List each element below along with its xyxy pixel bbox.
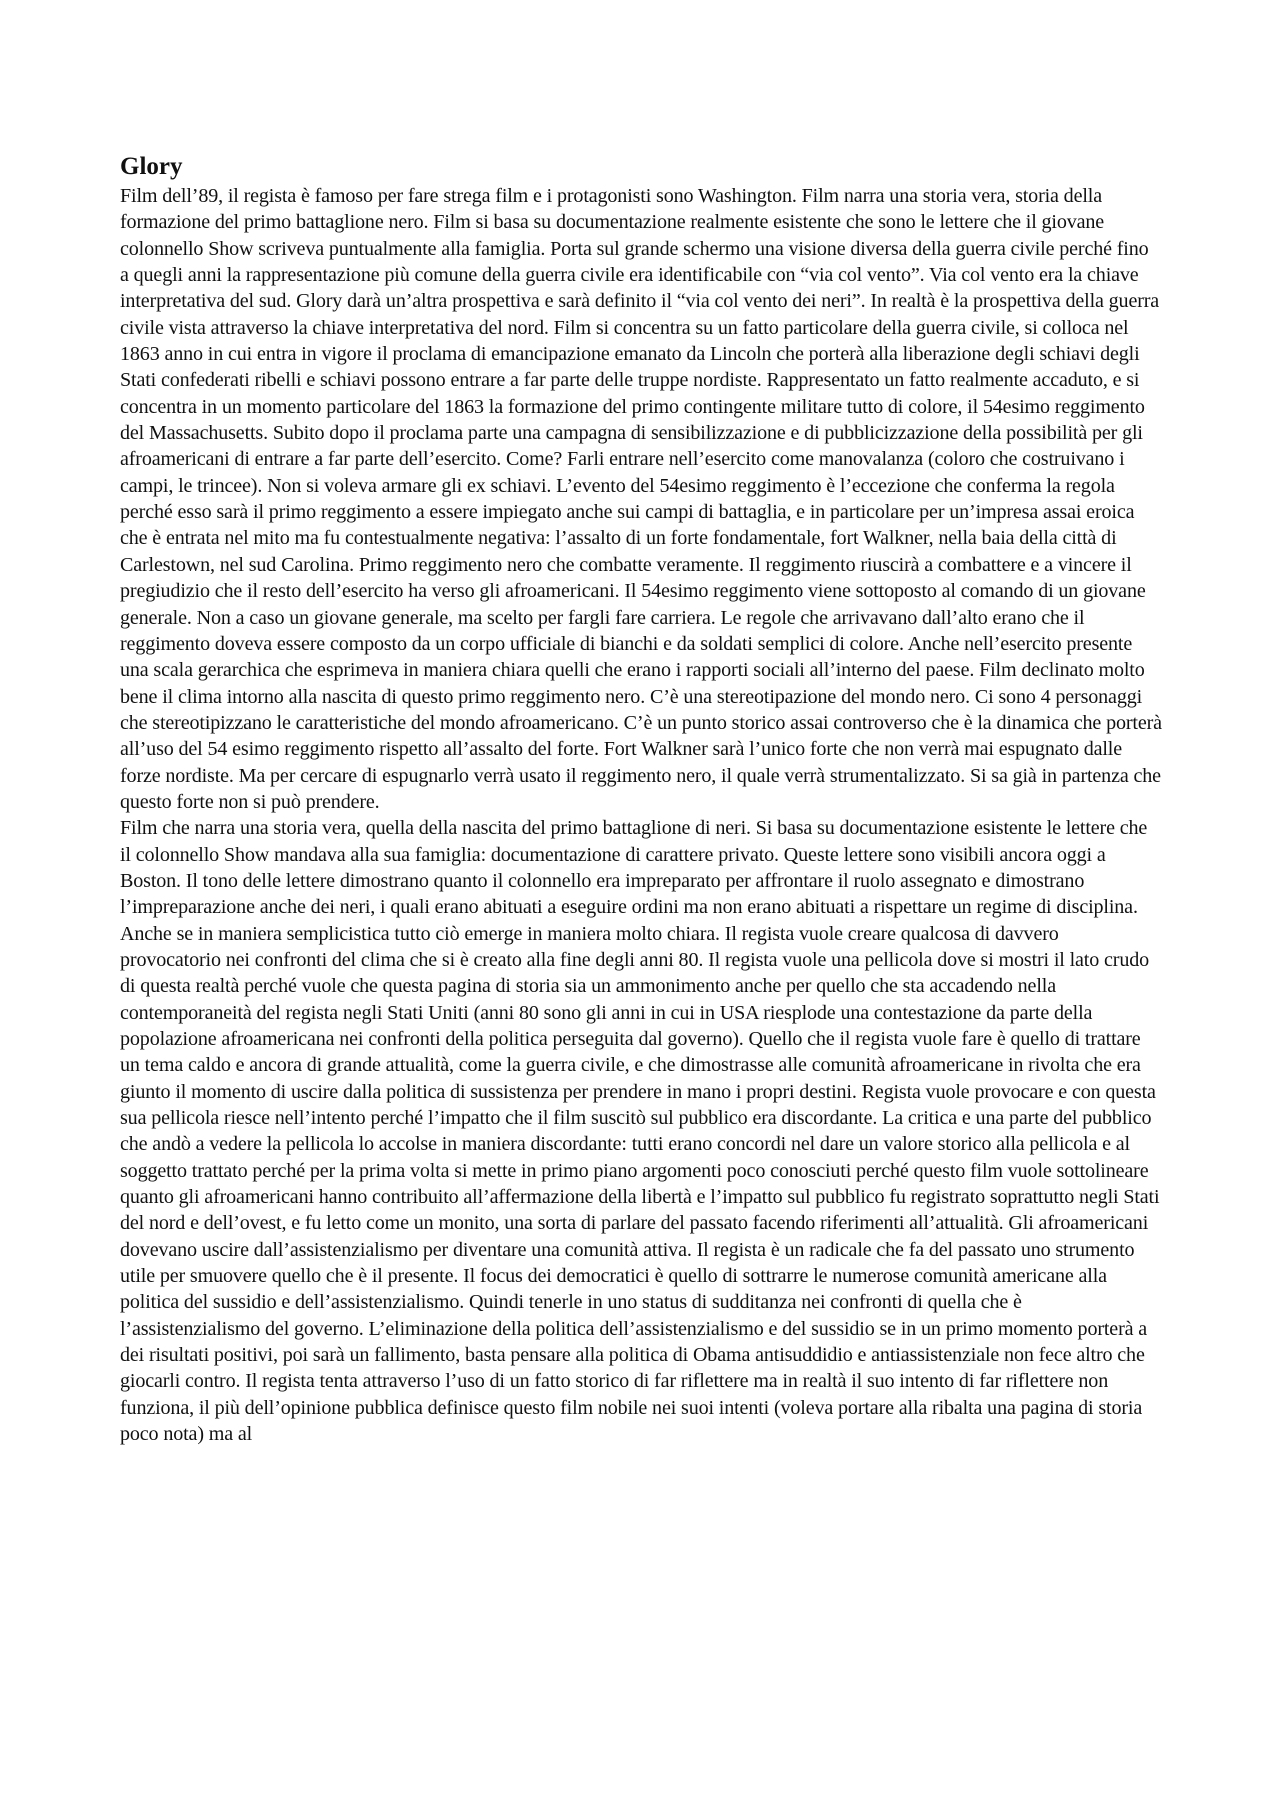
paragraph-2: Film che narra una storia vera, quella della nascita del primo battaglione di neri. Si basa su documentazione esistente le lettere che il colonnello Show mandava alla sua famiglia: documentazione di carattere privato. Queste lettere sono visibili ancora oggi a Boston. Il tono delle lettere dimostrano quanto il colonnello era impreparato per affrontare il ruolo assegnato e dimostrano l’impreparazione anche dei neri, i quali erano abituati a eseguire ordini ma non erano abituati a rispettare un regime di disciplina. Anche se in maniera semplicistica tutto ciò emerge in maniera molto chiara. Il regista vuole creare qualcosa di davvero provocatorio nei confronti del clima che si è creato alla fine degli anni 80. Il regista vuole una pellicola dove si mostri il lato crudo di questa realtà perché vuole che questa pagina di storia sia un ammonimento anche per quello che sta accadendo nella contemporaneità del regista negli Stati Uniti (anni 80 sono gli anni in cui in USA riesplode una contestazione da parte della popolazione afroamericana nei confronti della politica perseguita dal governo). Quello che il regista vuole fare è quello di trattare un tema caldo e ancora di grande attualità, come la guerra civile, e che dimostrasse alle comunità afroamericane in rivolta che era giunto il momento di uscire dalla politica di sussistenza per prendere in mano i propri destini. Regista vuole provocare e con questa sua pellicola riesce nell’intento perché l’impatto che il film suscitò sul pubblico era discordante. La critica e una parte del pubblico che andò a vedere la pellicola lo accolse in maniera discordante: tutti erano concordi nel dare un valore storico alla pellicola e al soggetto trattato perché per la prima volta si mette in primo piano argomenti poco conosciuti perché questo film vuole sottolineare quanto gli afroamericani hanno contribuito all’affermazione della libertà e l’impatto sul pubblico fu registrato soprattutto negli Stati del nord e dell’ovest, e fu letto come un monito, una sorta di parlare del passato facendo riferimenti all’attualità. Gli afroamericani dovevano uscire dall’assistenzialismo per diventare una comunità attiva. Il regista è un radicale che fa del passato uno strumento utile per smuovere quello che è il presente. Il focus dei democratici è quello di sottrarre le numerose comunità americane alla politica del sussidio e dell’assistenzialismo. Quindi tenerle in uno status di sudditanza nei confronti di quella che è l’assistenzialismo del governo. L’eliminazione della politica dell’assistenzialismo e del sussidio se in un primo momento porterà a dei risultati positivi, poi sarà un fallimento, basta pensare alla politica di Obama antisuddidio e antiassistenziale non fece altro che giocarli contro. Il regista tenta attraverso l’uso di un fatto storico di far riflettere ma in realtà il suo intento di far riflettere non funziona, il più dell’opinione pubblica definisce questo film nobile nei suoi intenti (voleva portare alla ribalta una pagina di storia poco nota) ma al (120, 817, 1160, 1446)
document-title: Glory (120, 153, 183, 180)
paragraph-1: Film dell’89, il regista è famoso per fare strega film e i protagonisti sono Washington. Film narra una storia vera, storia della formazione del primo battaglione nero. Film si basa su documentazione realmente esistente che sono le lettere che il giovane colonnello Show scriveva puntualmente alla famiglia. Porta sul grande schermo una visione diversa della guerra civile perché fino a quegli anni la rappresentazione più comune della guerra civile era identificabile con “via col vento”. Via col vento era la chiave interpretativa del sud. Glory darà un’altra prospettiva e sarà definito il “via col vento dei neri”. In realtà è la prospettiva della guerra civile vista attraverso la chiave interpretativa del nord. Film si concentra su un fatto particolare della guerra civile, si colloca nel 1863 anno in cui entra in vigore il proclama di emancipazione emanato da Lincoln che porterà alla liberazione degli schiavi degli Stati confederati ribelli e schiavi possono entrare a far parte delle truppe nordiste. Rappresentato un fatto realmente accaduto, e si concentra in un momento particolare del 1863 la formazione del primo contingente militare tutto di colore, il 54esimo reggimento del Massachusetts. Subito dopo il proclama parte una campagna di sensibilizzazione e di pubblicizzazione della possibilità per gli afroamericani di entrare a far parte dell’esercito. Come? Farli entrare nell’esercito come manovalanza (coloro che costruivano i campi, le trincee). Non si voleva armare gli ex schiavi. L’evento del 54esimo reggimento è l’eccezione che conferma la regola perché esso sarà il primo reggimento a essere impiegato anche sui campi di battaglia, e in particolare per un’impresa assai eroica che è entrata nel mito ma fu contestualmente negativa: l’assalto di un forte fondamentale, fort Walkner, nella baia della città di Carlestown, nel sud Carolina. Primo reggimento nero che combatte veramente. Il reggimento riuscirà a combattere e a vincere il pregiudizio che il resto dell’esercito ha verso gli afroamericani. Il 54esimo reggimento viene sottoposto al comando di un giovane generale. Non a caso un giovane generale, ma scelto per fargli fare carriera. Le regole che arrivavano dall’alto erano che il reggimento doveva essere composto da un corpo ufficiale di bianchi e da soldati semplici di colore. Anche nell’esercito presente una scala gerarchica che esprimeva in maniera chiara quelli che erano i rapporti sociali all’interno del paese. Film declinato molto bene il clima intorno alla nascita di questo primo reggimento nero. C’è una stereotipazione del mondo nero. Ci sono 4 personaggi che stereotipizzano le caratteristiche del mondo afroamericano. C’è un punto storico assai controverso che è la dinamica che porterà all’uso del 54 esimo reggimento rispetto all’assalto del forte. Fort Walkner sarà l’unico forte che non verrà mai espugnato dalle forze nordiste. Ma per cercare di espugnarlo verrà usato il reggimento nero, il quale verrà strumentalizzato. Si sa già in partenza che questo forte non si può prendere. (120, 185, 1162, 813)
document-page (120, 152, 1162, 1448)
